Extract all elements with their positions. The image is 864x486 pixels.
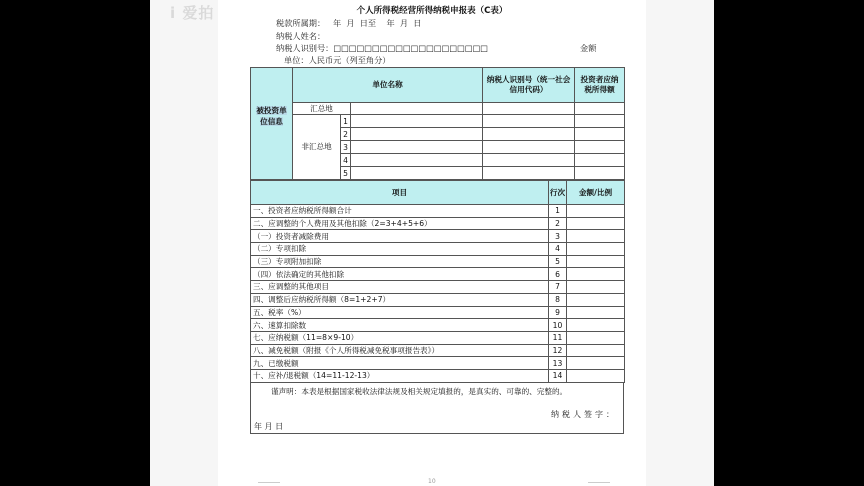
invested-unit-label: 被投资单位信息: [251, 103, 293, 180]
cell[interactable]: [575, 103, 625, 115]
cell[interactable]: [483, 115, 575, 128]
amount-cell[interactable]: [567, 306, 625, 319]
line-number: 5: [549, 255, 567, 268]
form-title: 个人所得税经营所得纳税申报表（C表）: [356, 6, 508, 16]
amount-cell[interactable]: [567, 357, 625, 370]
invested-unit-table: [250, 67, 625, 180]
cell[interactable]: [483, 128, 575, 141]
row-number: 3: [341, 141, 351, 154]
line-number: 4: [549, 243, 567, 256]
item-label: （四）依法确定的其他扣除: [251, 268, 549, 281]
col-item: 项目: [251, 181, 549, 205]
line-number: 6: [549, 268, 567, 281]
item-label: 五、税率（%）: [251, 306, 549, 319]
item-label: 四、调整后应纳税所得额（8=1+2+7）: [251, 293, 549, 306]
table-row: [251, 331, 625, 344]
item-label: （二）专项扣除: [251, 243, 549, 256]
signature-label: 纳税人签字：: [551, 410, 617, 419]
item-label: （一）投资者减除费用: [251, 230, 549, 243]
table-row: [251, 230, 625, 243]
line-number: 14: [549, 369, 567, 382]
amount-cell[interactable]: [567, 243, 625, 256]
unit-line: 单位：人民币元（列至角分）: [284, 55, 391, 65]
cell[interactable]: [351, 141, 483, 154]
line-number: 1: [549, 205, 567, 218]
item-label: 三、应调整的其他项目: [251, 281, 549, 294]
line-number: 10: [549, 319, 567, 332]
line-number: 12: [549, 344, 567, 357]
item-label: 七、应纳税额（11=8×9-10）: [251, 331, 549, 344]
item-label: 十、应补/退税额（14=11-12-13）: [251, 369, 549, 382]
amount-cell[interactable]: [567, 217, 625, 230]
name-label: 纳税人姓名：: [276, 31, 326, 41]
cell[interactable]: [483, 167, 575, 180]
item-label: （三）专项附加扣除: [251, 255, 549, 268]
item-label: 二、应调整的个人费用及其他扣除（2=3+4+5+6）: [251, 217, 549, 230]
table-row: [251, 369, 625, 382]
page-mark: [588, 482, 610, 483]
line-number: 8: [549, 293, 567, 306]
row-number: 4: [341, 154, 351, 167]
table-row: [251, 205, 625, 218]
table-row: [251, 319, 625, 332]
row-number: 2: [341, 128, 351, 141]
id-line: 纳税人识别号：□□□□□□□□□□□□□□□□□□□□: [276, 43, 489, 53]
right-margin: [646, 0, 714, 486]
cell[interactable]: [483, 154, 575, 167]
line-number: 11: [549, 331, 567, 344]
table-row: [251, 306, 625, 319]
declaration-box: [250, 383, 624, 434]
summary-place-label: 汇总地: [293, 103, 351, 115]
cell[interactable]: [575, 128, 625, 141]
table-row: [251, 268, 625, 281]
line-number: 3: [549, 230, 567, 243]
item-label: 一、投资者应纳税所得额合计: [251, 205, 549, 218]
table-row: [251, 293, 625, 306]
col-taxable: 投资者应纳税所得额: [575, 68, 625, 103]
cell[interactable]: [483, 103, 575, 115]
cell[interactable]: [575, 141, 625, 154]
amount-cell[interactable]: [567, 331, 625, 344]
row-number: 5: [341, 167, 351, 180]
table-row: [251, 255, 625, 268]
amount-cell[interactable]: [567, 344, 625, 357]
watermark-logo: i 爱拍: [170, 4, 215, 22]
amount-cell[interactable]: [567, 369, 625, 382]
amount-cell[interactable]: [567, 268, 625, 281]
cell[interactable]: [351, 128, 483, 141]
row-number: 1: [341, 115, 351, 128]
amount-cell[interactable]: [567, 230, 625, 243]
document-page: [218, 0, 646, 486]
table-row: [251, 243, 625, 256]
item-label: 八、减免税额（附报《个人所得税减免税事项报告表》）: [251, 344, 549, 357]
cell[interactable]: [351, 154, 483, 167]
table-row: [251, 344, 625, 357]
line-number: 13: [549, 357, 567, 370]
line-number: 2: [549, 217, 567, 230]
amount-cell[interactable]: [567, 255, 625, 268]
col-unit-name: 单位名称: [293, 68, 483, 103]
item-label: 九、已缴税额: [251, 357, 549, 370]
tax-items-table: [250, 180, 625, 383]
table-row: [251, 357, 625, 370]
cell[interactable]: [351, 103, 483, 115]
col-line: 行次: [549, 181, 567, 205]
date-line: 年 月 日: [254, 422, 284, 431]
amount-label: 金额: [580, 43, 597, 53]
cell[interactable]: [575, 154, 625, 167]
table-row: [251, 281, 625, 294]
cell[interactable]: [351, 115, 483, 128]
amount-cell[interactable]: [567, 205, 625, 218]
cell[interactable]: [483, 141, 575, 154]
page-number: 10: [428, 478, 436, 485]
cell[interactable]: [575, 115, 625, 128]
col-amount: 金额/比例: [567, 181, 625, 205]
left-margin: [150, 0, 218, 486]
cell[interactable]: [575, 167, 625, 180]
line-number: 9: [549, 306, 567, 319]
period-line: 税款所属期： 年 月 日至 年 月 日: [276, 18, 422, 28]
cell[interactable]: [351, 167, 483, 180]
amount-cell[interactable]: [567, 281, 625, 294]
declaration-text: 谨声明：本表是根据国家税收法律法规及相关规定填报的，是真实的、可靠的、完整的。: [271, 387, 568, 396]
table-row: [251, 217, 625, 230]
page-mark: [258, 482, 280, 483]
non-summary-place-label: 非汇总地: [293, 115, 341, 180]
amount-cell[interactable]: [567, 293, 625, 306]
item-label: 六、速算扣除数: [251, 319, 549, 332]
col-tax-id: 纳税人识别号（统一社会信用代码）: [483, 68, 575, 103]
amount-cell[interactable]: [567, 319, 625, 332]
line-number: 7: [549, 281, 567, 294]
